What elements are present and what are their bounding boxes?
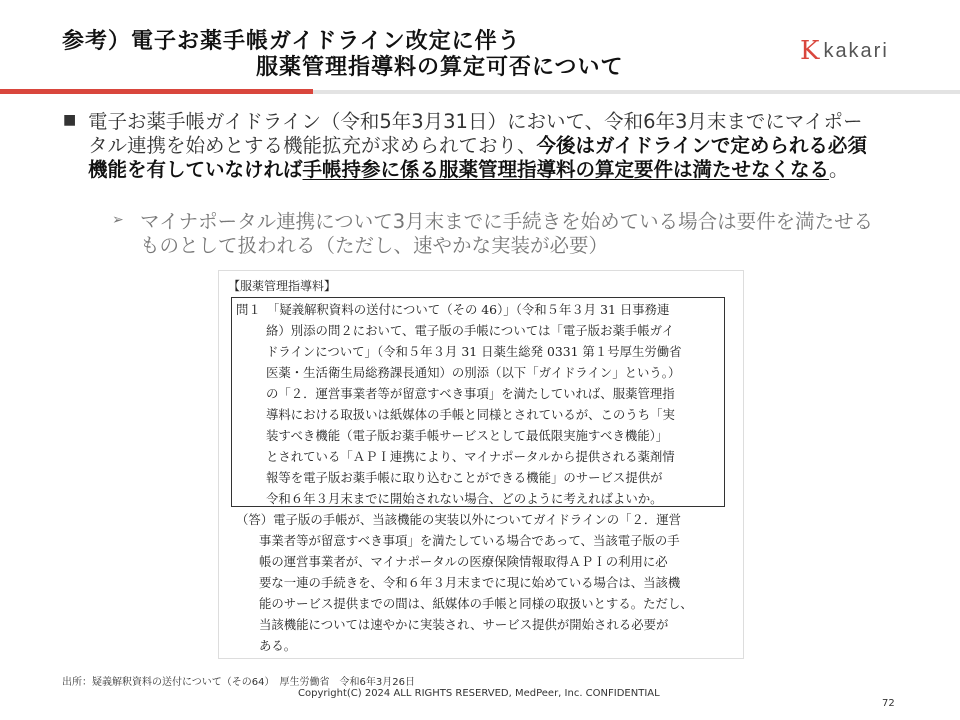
- answer-line: 当該機能については速やかに実装され、サービス提供が開始される必要が: [259, 617, 669, 632]
- question-line: 装すべき機能（電子版お薬手帳サービスとして最低限実施すべき機能）」: [266, 428, 669, 443]
- answer-line: 能のサービス提供までの間は、紙媒体の手帳と同様の取扱いとする。ただし、: [259, 596, 693, 611]
- question-line: 導料における取扱いは紙媒体の手帳と同様とされているが、このうち「実: [266, 407, 675, 422]
- document-heading: 【服薬管理指導料】: [228, 279, 337, 293]
- answer-line: 要な一連の手続きを、令和６年３月末までに現に始めている場合は、当該機: [259, 575, 681, 590]
- copyright-notice: Copyright(C) 2024 ALL RIGHTS RESERVED, MedPeer, Inc. CONFIDENTIAL: [298, 688, 660, 699]
- main-bullet-text: [88, 110, 878, 182]
- square-bullet-icon: ■: [63, 112, 77, 128]
- main-text-end: 。: [829, 158, 849, 181]
- source-citation: 出所：疑義解釈資料の送付について（その64） 厚生労働省 令和6年3月26日: [62, 677, 415, 688]
- answer-line: 帳の運営事業者が、マイナポータルの医療保険情報取得ＡＰＩの利用に必: [259, 554, 668, 569]
- qa-document-image: [218, 270, 744, 659]
- question-line: とされている「ＡＰＩ連携により、マイナポータルから提供される薬剤情: [266, 449, 675, 464]
- slide-title-line2: 服薬管理指導料の算定可否について: [256, 55, 624, 80]
- slide-title-line1: 参考）電子お薬手帳ガイドライン改定に伴う: [62, 29, 521, 54]
- main-text-bold-underline: 手帳持参に係る服薬管理指導料の算定要件は満たせなくなる: [302, 158, 830, 181]
- kakari-logo: [800, 36, 889, 66]
- sub-bullet-text: マイナポータル連携について3月末までに手続きを始めている場合は要件を満たせるものとして扱われる（ただし、速やかな実装が必要）: [140, 210, 874, 257]
- title-divider: [313, 90, 960, 94]
- question-line: 令和６年３月末までに開始されない場合、どのように考えればよいか。: [266, 491, 663, 506]
- arrow-bullet-icon: ➢: [112, 212, 124, 228]
- answer-line: 事業者等が留意すべき事項」を満たしている場合であって、当該電子版の手: [259, 533, 680, 548]
- question-line: ドラインについて」（令和５年３月 31 日薬生総発 0331 第１号厚生労働省: [266, 344, 682, 359]
- answer-line: ある。: [259, 638, 297, 653]
- question-line: 絡）別添の問２において、電子版の手帳については「電子版お薬手帳ガイ: [266, 323, 675, 338]
- question-line: 報等を電子版お薬手帳に取り込むことができる機能」のサービス提供が: [266, 470, 663, 485]
- title-accent-bar: [0, 89, 313, 94]
- question-line: の「２．運営事業者等が留意すべき事項」を満たしていれば、服薬管理指: [266, 386, 675, 401]
- main-text-bold: 今後はガイドラインで定められる必須機能を有していなければ: [88, 134, 867, 181]
- question-line: 問１ 「疑義解釈資料の送付について（その 46）」（令和５年３月 31 日事務連: [236, 302, 670, 317]
- answer-line: （答）電子版の手帳が、当該機能の実装以外についてガイドラインの「２．運営: [236, 512, 682, 527]
- page-number: 72: [882, 698, 895, 709]
- question-line: 医薬・生活衛生局総務課長通知）の別添（以下「ガイドライン」という。）: [266, 365, 681, 380]
- kakari-logo-mark-icon: K: [800, 36, 820, 66]
- kakari-logo-text: kakari: [823, 39, 889, 62]
- main-text-plain: 電子お薬手帳ガイドライン（令和5年3月31日）において、令和6年3月末までにマイポータル連携を始めとする機能拡充が求められており、: [88, 110, 863, 157]
